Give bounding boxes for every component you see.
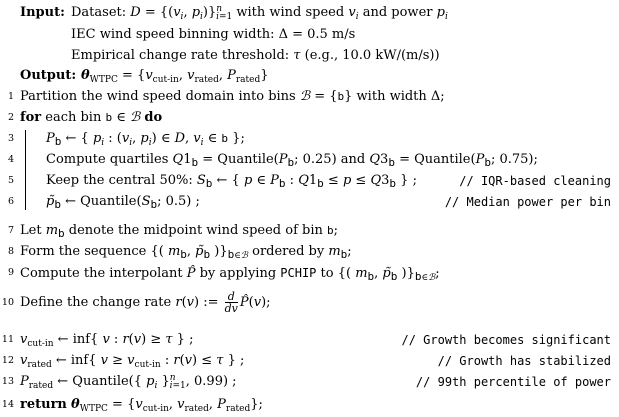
line-text: return $\theta_{WTPC} = \{v_{cut-in}$, $v_{rated}$, $P_{rated}$};: [20, 397, 263, 414]
line-number: 1: [7, 91, 14, 102]
algo-line-13: [0, 373, 619, 391]
algo-line-4: [0, 151, 619, 169]
line-comment: // IQR-based cleaning: [459, 174, 611, 188]
algo-line-9: [0, 264, 619, 282]
line-text: Form the sequence {( $m_b$, $p̃_b$ )}$_{b\in ℬ}$ ordered by $m_b$;: [20, 244, 352, 261]
line-comment: // Growth has stabilized: [437, 354, 611, 368]
line-comment: // Growth becomes significant: [401, 333, 611, 347]
algo-line-10: [0, 290, 619, 316]
line-number: 10: [1, 297, 14, 308]
output-line: [0, 67, 619, 85]
algo-line-5: [0, 172, 619, 190]
algo-line-3: [0, 130, 619, 148]
line-text: $v_{rated}$ ← inf{ $v \ge v_{cut-in}$ : r(v) ≤ τ } ;: [20, 353, 245, 370]
line-number: 8: [7, 246, 14, 257]
input-line-3: [0, 47, 619, 65]
line-number: 9: [7, 267, 14, 278]
line-number: 5: [7, 175, 14, 186]
line-text: for each bin b ∈ ℬ do: [20, 110, 163, 125]
input-threshold: Empirical change rate threshold: τ (e.g., 10.0 kW/(m/s)): [71, 48, 440, 63]
line-number: 4: [7, 154, 14, 165]
line-number: 7: [7, 225, 14, 236]
algo-line-6: [0, 193, 619, 211]
line-text: Define the change rate r(v) := $\frac{d}{dv}$ P̂(v);: [20, 290, 271, 315]
input-line-1: [0, 4, 619, 22]
line-number: 2: [7, 112, 14, 123]
line-number: 13: [1, 376, 14, 387]
line-number: 12: [1, 355, 14, 366]
line-text: Keep the central 50%: $S_b$ ← { p ∈ $P_b$ : $Q1_b \le p \le Q3_b$ } ;: [46, 173, 417, 190]
line-number: 3: [7, 133, 14, 144]
input-line-2: [0, 26, 619, 44]
line-text: $P_b$ ← { $p_i$ : ($v_i$, $p_i$) ∈ D, $v_i$ ∈ b };: [46, 131, 245, 148]
algo-line-7: [0, 222, 619, 240]
output-params: $\theta_{WTPC} = \{v_{cut-in}$, $v_{rated}$, $P_{rated}$}: [81, 68, 269, 85]
line-text: $P_{rated}$ ← Quantile({ $p_i$ }$^n_{i=1}$, 0.99) ;: [20, 373, 237, 391]
line-text: Let $m_b$ denote the midpoint wind speed of bin b;: [20, 223, 339, 240]
algo-line-14: [0, 396, 619, 414]
algo-line-11: [0, 331, 619, 349]
line-number: 11: [1, 334, 14, 345]
line-text: Compute quartiles $Q1_b$ = $Quantile(P_b$; 0.25) and $Q3_b$ = $Quantile(P_b$; 0.75);: [46, 152, 538, 169]
input-label: Input:: [20, 5, 65, 20]
line-text: $v_{cut-in}$ ← inf{ v : r(v) ≥ τ } ;: [20, 332, 194, 349]
algo-line-2: [0, 109, 619, 127]
line-text: $p̃_b$ ← $Quantile(S_b$; 0.5) ;: [46, 194, 200, 211]
line-text: Compute the interpolant P̂ by applying PCHIP to {( $m_b$, $p̃_b$ )}$_{b\in ℬ}$;: [20, 266, 440, 283]
algo-line-1: [0, 88, 619, 106]
line-number: 6: [7, 196, 14, 207]
input-dataset: Dataset: $D = \{(v_i$, $p_i)\}^n_{i=1}$ with wind speed $v_i$ and power $p_i$: [71, 4, 448, 22]
algo-line-12: [0, 352, 619, 370]
line-number: 14: [1, 399, 14, 410]
input-binning: IEC wind speed binning width: Δ = 0.5 m/s: [71, 27, 356, 42]
line-comment: // Median power per bin: [444, 195, 611, 209]
output-label: Output:: [20, 68, 77, 83]
algo-line-8: [0, 243, 619, 261]
line-text: Partition the wind speed domain into bins ℬ = {b} with width Δ;: [20, 89, 445, 104]
line-comment: // 99th percentile of power: [415, 375, 611, 389]
